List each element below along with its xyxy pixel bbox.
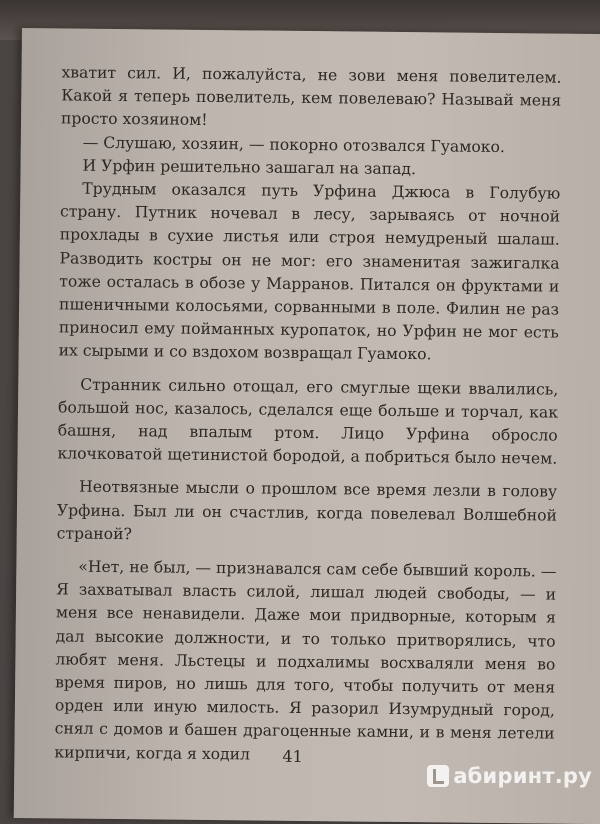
page-text	[54, 61, 561, 769]
book-page	[14, 28, 600, 824]
paragraph-3: И Урфин решительно зашагал на запад.	[82, 156, 417, 178]
labirint-watermark	[427, 764, 592, 788]
watermark-text: абиринт.ру	[453, 764, 592, 788]
page-number: 41	[282, 746, 303, 766]
paragraph-6: Неотвязные мысли о прошлом все время лезли в голову Урфина. Был ли он счастлив, когда повелевал Волшебной страной?	[56, 478, 558, 544]
paragraph-1: хватит сил. И, пожалуйста, не зови меня повелителем. Какой я теперь повелитель, кем повелеваю? Называй меня просто хозяином!	[60, 63, 562, 130]
labirint-logo-icon	[427, 765, 449, 787]
paragraph-4: Трудным оказался путь Урфина Джюса в Голубую страну. Путник ночевал в лесу, зарываясь от ночной прохлады в сухие листья или строя немудреный шалаш. Разводить костры он не мог: его знаменитая зажигалка тоже осталась в обозе у Марранов. Питался он фруктами и пшеничными колосьями, сорванными в поле. Филин не раз приносил ему пойманных куропаток, но Урфин не мог есть их сырыми и со вздохом возвращал Гуамоко.	[58, 179, 561, 364]
paragraph-7: «Нет, не был, — признавался сам себе бывший король. — Я захватывал власть силой, лишал людей свободы, — и меня все ненавидели. Даже мои придворные, которым я дал высокие должности, и то только притворялись, что любят меня. Льстецы и подхалимы восхваляли меня во время пиров, но лишь для того, чтобы получить от меня орден или иную милость. Я разорил Изумрудный город, снял с домов и башен драгоценные камни, и в меня летели кирпичи, когда я ходил	[54, 557, 557, 764]
paragraph-5: Странник сильно отощал, его смуглые щеки ввалились, большой нос, казалось, сделался еще больше и торчал, как башня, над впалым ртом. Лицо Урфина обросло клочковатой щетинистой бородой, а побриться было нечем.	[57, 375, 559, 468]
paragraph-2: — Слушаю, хозяин, — покорно отозвался Гуамоко.	[82, 133, 505, 156]
